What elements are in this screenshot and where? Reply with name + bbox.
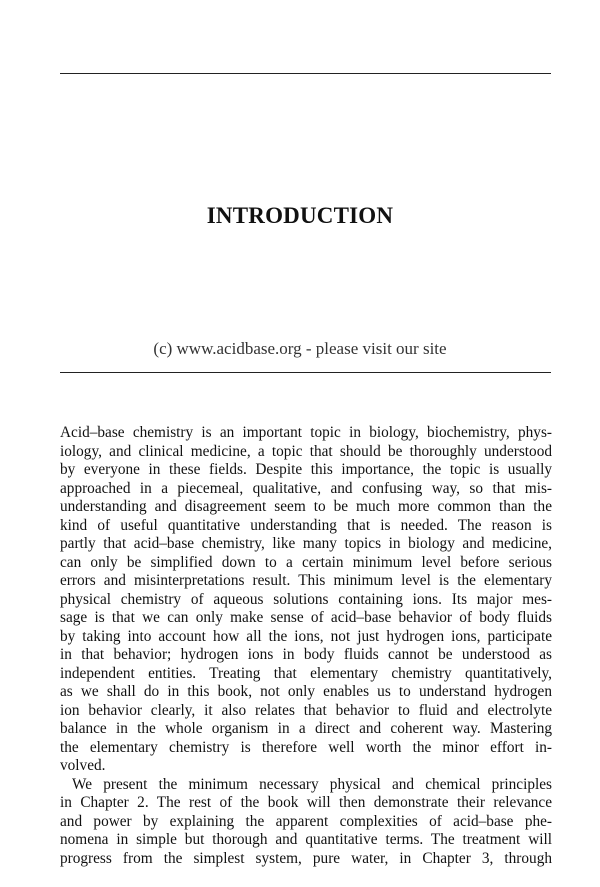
text-line: errors and misinterpretations result. This minimum level is the elementary: [60, 572, 552, 589]
text-line: partly that acid–base chemistry, like many topics in biology and medicine,: [60, 535, 552, 552]
text-line: iology, and clinical medicine, a topic that should be thoroughly understood: [60, 442, 552, 460]
text-line: Acid–base chemistry is an important topic in biology, biochemistry, phys-: [60, 424, 552, 441]
text-line: kind of useful quantitative understanding that is needed. The reason is: [60, 516, 552, 534]
chapter-title: INTRODUCTION: [206, 203, 394, 228]
text-line: independent entities. Treating that elementary chemistry quantitatively,: [60, 664, 552, 682]
text-line: sage is that we can only make sense of acid–base behavior of body fluids: [60, 609, 552, 626]
text-line: in that behavior; hydrogen ions in body fluids cannot be understood as: [60, 646, 552, 663]
text-line: understanding and disagreement seem to be much more common than the: [60, 498, 552, 515]
text-line: in Chapter 2. The rest of the book will then demonstrate their relevance: [60, 794, 552, 811]
text-line: balance in the whole organism in a direct and coherent way. Mastering: [60, 720, 552, 737]
text-line: by everyone in these fields. Despite this importance, the topic is usually: [60, 461, 552, 478]
text-line: nomena in simple but thorough and quantitative terms. The treatment will: [60, 831, 552, 848]
text-line: by taking into account how all the ions, not just hydrogen ions, participate: [60, 627, 552, 645]
text-line: progress from the simplest system, pure water, in Chapter 3, through: [60, 849, 552, 867]
body-text: [60, 424, 552, 868]
text-line: as we shall do in this book, not only enables us to understand hydrogen: [60, 683, 552, 700]
text-line: volved.: [60, 757, 106, 774]
watermark-text: (c) www.acidbase.org - please visit our site: [153, 339, 447, 358]
text-line: ion behavior clearly, it also relates that behavior to fluid and electrolyte: [60, 701, 552, 719]
text-line: approached in a piecemeal, qualitative, and confusing way, so that mis-: [60, 479, 552, 497]
text-line: and power by explaining the apparent complexities of acid–base phe-: [60, 812, 552, 830]
text-line: can only be simplified down to a certain minimum level before serious: [60, 553, 552, 571]
text-line: the elementary chemistry is therefore well worth the minor effort in-: [60, 738, 552, 756]
title-bottom-rule: [60, 372, 551, 373]
text-line: We present the minimum necessary physical and chemical principles: [72, 775, 552, 793]
top-rule: [60, 73, 551, 74]
text-line: physical chemistry of aqueous solutions containing ions. Its major mes-: [60, 590, 552, 608]
